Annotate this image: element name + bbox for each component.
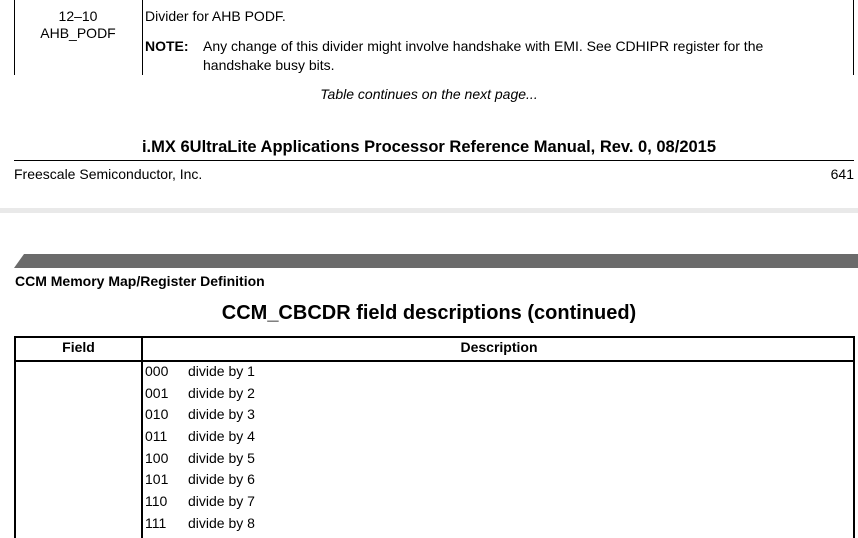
note-label: NOTE: (145, 38, 189, 54)
field-description-table (14, 336, 855, 538)
note-text-line1: Any change of this divider might involve handshake with EMI. See CDHIPR register for the (203, 38, 764, 54)
row-text: divide by 4 (188, 428, 255, 444)
row-code: 001 (145, 385, 169, 401)
footer-rule (14, 160, 854, 161)
field-bits: 12–10 (58, 8, 98, 24)
table-title: CCM_CBCDR field descriptions (continued) (221, 302, 637, 324)
table-row (145, 385, 255, 402)
header-description: Description (460, 339, 538, 355)
footer-company: Freescale Semiconductor, Inc. (14, 166, 203, 182)
table-row (145, 406, 255, 423)
row-code: 110 (145, 493, 168, 509)
row-code: 100 (145, 450, 169, 466)
header-field: Field (62, 339, 95, 355)
row-text: divide by 6 (188, 471, 255, 487)
table-continues-note: Table continues on the next page... (320, 86, 538, 102)
table-row (145, 493, 255, 510)
row-code: 000 (145, 363, 169, 379)
row-text: divide by 7 (188, 493, 255, 509)
table-border-left (14, 336, 16, 538)
row-text: divide by 5 (188, 450, 255, 466)
table-row (145, 471, 255, 488)
table-row (145, 515, 255, 532)
row-text: divide by 2 (188, 385, 255, 401)
row-code: 101 (145, 471, 169, 487)
section-title: CCM Memory Map/Register Definition (15, 273, 265, 289)
row-text: divide by 1 (188, 363, 255, 379)
row-text: divide by 8 (188, 515, 255, 531)
page-separator (0, 208, 858, 213)
row-code: 111 (145, 515, 167, 531)
table-row (145, 428, 255, 445)
manual-title: i.MX 6UltraLite Applications Processor Reference Manual, Rev. 0, 08/2015 (141, 138, 717, 156)
field-description: Divider for AHB PODF. (145, 8, 286, 24)
table-column-divider (142, 0, 143, 75)
table-border-right (853, 0, 854, 75)
field-name: AHB_PODF (40, 25, 116, 41)
table-border-right (853, 336, 855, 538)
table-column-divider (141, 336, 143, 538)
row-text: divide by 3 (188, 406, 255, 422)
footer-page-number: 641 (830, 166, 854, 182)
section-banner (14, 254, 858, 268)
table-row (145, 450, 255, 467)
top-table-fragment (14, 0, 854, 75)
note-text-line2: handshake busy bits. (203, 57, 335, 73)
table-row (145, 363, 255, 380)
row-code: 010 (145, 406, 169, 422)
row-code: 011 (145, 428, 168, 444)
